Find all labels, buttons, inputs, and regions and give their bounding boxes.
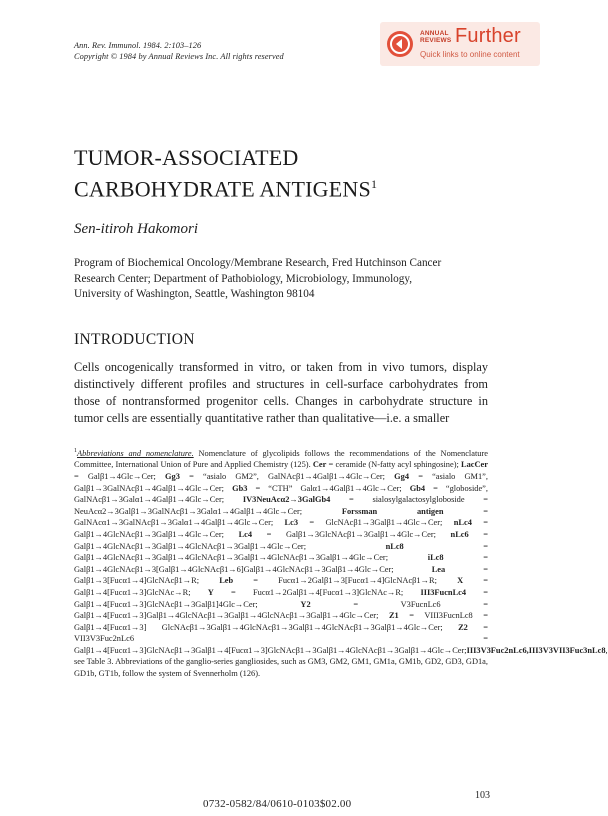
footnote-abbreviations: $^1$Abbreviations and nomenclature. Nomenclature of glycolipids follows the recommendations of the Nomenclature Committee, International Union of Pure and Applied Chemistry (125). Cer = ceramide (N-fatty acyl sphingosine); LacCer = Galβ1→4Glc→Cer; Gg3 = “asialo GM2”, GalNAcβ1→4Galβ1→4Glc→Cer; Gg4 = “asialo GM1”, Galβ1→3GalNAcβ1→4Galβ1→4Glc→Cer; Gb3 = “CTH” Galα1→4Galβ1→4Glc→Cer; Gb4 = “globoside”, GalNAcβ1→3Galα1→4Galβ1→4Glc→Cer; IV3NeuAcα2→3GalGb4 = sialosylgalactosylgloboside = NeuAcα2→3Galβ1→3GalNAcβ1→3Galα1→4Galβ1→4Glc→Cer; Forssman antigen = GalNAcα1→3GalNAcβ1→3Galα1→4Galβ1→4Glc→Cer; Lc3 = GlcNAcβ1→3Galβ1→4Glc→Cer; nLc4 = Galβ1→4GlcNAcβ1→3Galβ1→4Glc→Cer; Lc4 = Galβ1→3GlcNAcβ1→3Galβ1→4Glc→Cer; nLc6 = Galβ1→4GlcNAcβ1→3Galβ1→4GlcNAcβ1→3Galβ1→4Glc→Cer; nLc8 = Galβ1→4GlcNAcβ1→3Galβ1→4GlcNAcβ1→3Galβ1→4GlcNAcβ1→3Galβ1→4Glc→Cer; iLc8 = Galβ1→4GlcNAcβ1→3[Galβ1→4GlcNAcβ1→6]Galβ1→4GlcNAcβ1→3Galβ1→4Glc→Cer; Lea = Galβ1→3[Fucα1→4]GlcNAcβ1→R; Leb = Fucα1→2Galβ1→3[Fucα1→4]GlcNAcβ1→R; X = Galβ1→4[Fucα1→3]GlcNAc→R; Y = Fucα1→2Galβ1→4[Fucα1→3]GlcNAc→R; III3FucnLc4 = Galβ1→4[Fucα1→3]GlcNAcβ1→3Galβ1]4Glc→Cer; Y2 = V3FucnLc6 = Galβ1→4[Fucα1→3]Galβ1→4GlcNAcβ1→3Galβ1→4GlcNAcβ1→3Galβ1→4Glc→Cer; Z1 = VIII3FucnLc8 = Galβ1→4[Fucα1→3] GlcNAcβ1→3Galβ1→4GlcNAcβ1→3Galβ1→4GlcNAcβ1→3Galβ1→4Glc→Cer; Z2 = VII3V3Fuc2nLc6 = Galβ1→4[Fucα1→3]GlcNAcβ1→3Galβ1→4[Fucα1→3]GlcNAcβ1→3Galβ1→4GlcNAcβ1→3Galβ1→4Glc→Cer;III3V3Fuc2nLc6,III3V3VII3Fuc3nLc8, see Table 3. Abbreviations of the ganglio-series gangliosides, such as GM3, GM2, GM1, GM1a, GM1b, GD2, GD3, GD1a, GD1b, GT1b, follow the system of Svennerholm (126). [74,448,608,679]
banner-further-label: Further [455,25,521,47]
play-arrow-icon [387,31,413,57]
section-heading-introduction: INTRODUCTION [74,331,195,348]
annual-reviews-further-banner[interactable] [380,22,540,66]
page-number: 103 [475,790,490,801]
title-footnote-mark: 1 [370,177,378,191]
author-name: Sen-itiroh Hakomori [74,221,199,237]
quick-links-link[interactable]: Quick links to online content [420,50,520,59]
journal-line-1: Ann. Rev. Immunol. 1984. 2:103–126 [74,41,202,50]
journal-citation [74,40,284,62]
introduction-paragraph: Cells oncogenically transformed in vitro, or taken from in vivo tumors, display distinctively different profiles and structures in cell-surface carbohydrates from those of nontransformed progenitor cells. Changes in carbohydrate structure in tumor cells are essentially quantitative rather than qualitative—i.e. a smaller [74,360,488,425]
footnote-heading: Abbreviations and nomenclature. [77,448,194,458]
banner-publisher: ANNUAL REVIEWS [420,30,452,44]
article-title: TUMOR-ASSOCIATED CARBOHYDRATE ANTIGENS$^1$ [74,145,378,202]
price-code: 0732-0582/84/0610-0103$02.00 [203,798,352,810]
footnote-mark: 1 [74,448,77,454]
copyright-line: Copyright © 1984 by Annual Reviews Inc. All rights reserved [74,52,284,61]
author-affiliation: Program of Biochemical Oncology/Membrane Research, Fred Hutchinson Cancer Research Center; Department of Pathobiology, Microbiology, Immunology, University of Washington, Seattle, Washington 98104 [74,257,442,300]
